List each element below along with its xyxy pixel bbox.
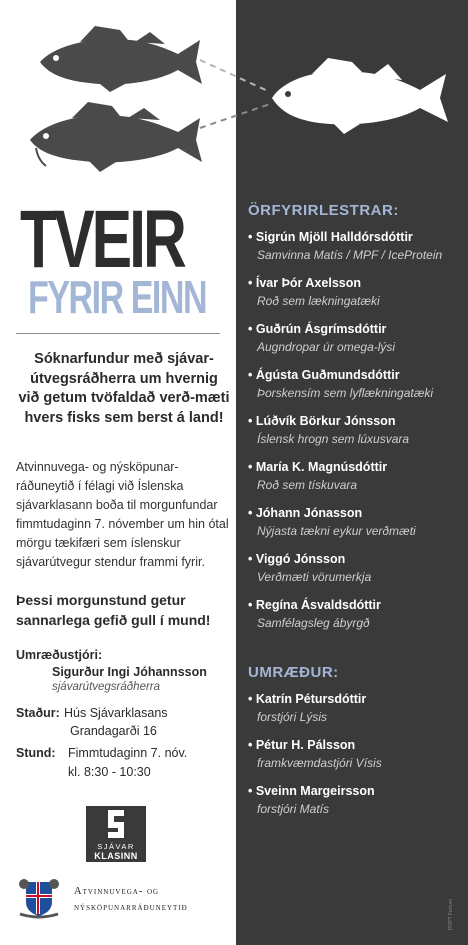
fish-bottom-icon <box>30 102 202 172</box>
discussion-item <box>248 690 463 726</box>
talk-item <box>248 596 463 632</box>
discussion-item <box>248 782 463 818</box>
panelist-name: • Katrín Pétursdóttir <box>248 692 367 706</box>
connector-line-top <box>200 60 270 92</box>
ministry-line1: Atvinnuvega- og <box>74 886 160 897</box>
connector-line-bottom <box>200 104 270 128</box>
panelist-name: • Sveinn Margeirsson <box>248 784 375 798</box>
talk-topic: Roð sem tískuvara <box>257 478 358 492</box>
talk-topic: Augndropar úr omega-lýsi <box>257 340 396 354</box>
talk-speaker-name: • Jóhann Jónasson <box>248 506 363 520</box>
talk-speaker-name: • Ágústa Guðmundsdóttir <box>248 368 400 382</box>
time-line1: Fimmtudaginn 7. nóv. <box>68 746 188 760</box>
talk-item <box>248 366 463 402</box>
talk-topic: Íslensk hrogn sem lúxusvara <box>257 432 410 446</box>
talk-topic: Nýjasta tækni eykur verðmæti <box>257 524 416 538</box>
panelist-role: forstjóri Lýsis <box>257 710 328 724</box>
talk-topic: Samfélagsleg ábyrgð <box>257 616 370 630</box>
moderator-name: Sigurður Ingi Jóhannsson <box>52 665 207 679</box>
venue-line2: Grandagarði 16 <box>70 724 157 738</box>
talk-speaker-name: • Lúðvík Börkur Jónsson <box>248 414 396 428</box>
talk-item <box>248 274 463 310</box>
emphasis-text: Þessi morgunstund getur sannarlega gefið gull í mund! <box>16 592 211 628</box>
title-divider <box>16 333 220 334</box>
talk-item <box>248 228 463 264</box>
talk-speaker-name: • Sigrún Mjöll Halldórsdóttir <box>248 230 413 244</box>
s-mark-icon <box>86 806 146 842</box>
time-block <box>16 746 188 779</box>
discussion-item <box>248 736 463 772</box>
title-fyrir-einn: FYRIR EINN <box>28 271 207 323</box>
logo-line2: KLASINN <box>94 851 138 861</box>
talk-topic: Roð sem lækningatæki <box>257 294 380 308</box>
venue-line1: Hús Sjávarklasans <box>64 706 168 720</box>
talk-speaker-name: • Viggó Jónsson <box>248 552 346 566</box>
talks-title: ÖRFYRIRLESTRAR: <box>248 202 399 219</box>
fish-top-icon <box>40 26 202 92</box>
venue-label: Staður: <box>16 706 60 720</box>
sjavarklasinn-logo <box>86 806 146 862</box>
ministry-line2: nýsköpunarráðuneytið <box>74 902 188 913</box>
moderator-role: sjávarútvegsráðherra <box>52 681 161 693</box>
title-tveir: TVEIR <box>20 194 184 285</box>
talk-speaker-name: • Regína Ásvaldsdóttir <box>248 598 381 612</box>
talk-topic: Samvinna Matís / MPF / IceProtein <box>257 248 443 262</box>
fish-illustration <box>0 0 468 200</box>
talk-item <box>248 504 463 540</box>
time-label: Stund: <box>16 746 56 760</box>
talk-topic: Verðmæti vörumerkja <box>257 570 372 584</box>
moderator-label: Umræðustjóri: <box>16 648 103 662</box>
print-credit: POPT Ferrum <box>448 898 454 930</box>
talk-item <box>248 320 463 356</box>
moderator-block <box>16 648 207 693</box>
talk-speaker-name: • Guðrún Ásgrímsdóttir <box>248 322 387 336</box>
discussion-title: UMRÆÐUR: <box>248 664 339 681</box>
talk-item <box>248 550 463 586</box>
ministry-name <box>74 884 188 916</box>
talk-item <box>248 412 463 448</box>
headline: Sóknarfundur með sjávar-útvegsráðherra um hvernig við getum tvöfaldað verð-mæti hvers fisks sem berst á land! <box>18 351 230 426</box>
talk-speaker-name: • Ívar Þór Axelsson <box>248 276 361 290</box>
body-text: Atvinnuvega- og nýsköpunar-ráðuneytið í félagi við Íslenska sjávarklasann boða til morgunfundar fimmtudaginn 7. nóvember um hin ótal mörgu tækifæri sem íslenskur sjávarútvegur stendur frammi fyrir. <box>16 460 229 569</box>
panelist-name: • Pétur H. Pálsson <box>248 738 356 752</box>
fish-right-icon <box>272 58 448 134</box>
talk-item <box>248 458 463 494</box>
talk-topic: Þorskensím sem lyflækningatæki <box>257 386 434 400</box>
time-line2: kl. 8:30 - 10:30 <box>68 765 151 779</box>
logo-line1: SJÁVAR <box>97 842 135 851</box>
venue-block <box>16 706 168 738</box>
talk-speaker-name: • María K. Magnúsdóttir <box>248 460 388 474</box>
panelist-role: framkvæmdastjóri Vísis <box>257 756 382 770</box>
panelist-role: forstjóri Matís <box>257 802 330 816</box>
coat-of-arms-icon <box>18 872 60 920</box>
